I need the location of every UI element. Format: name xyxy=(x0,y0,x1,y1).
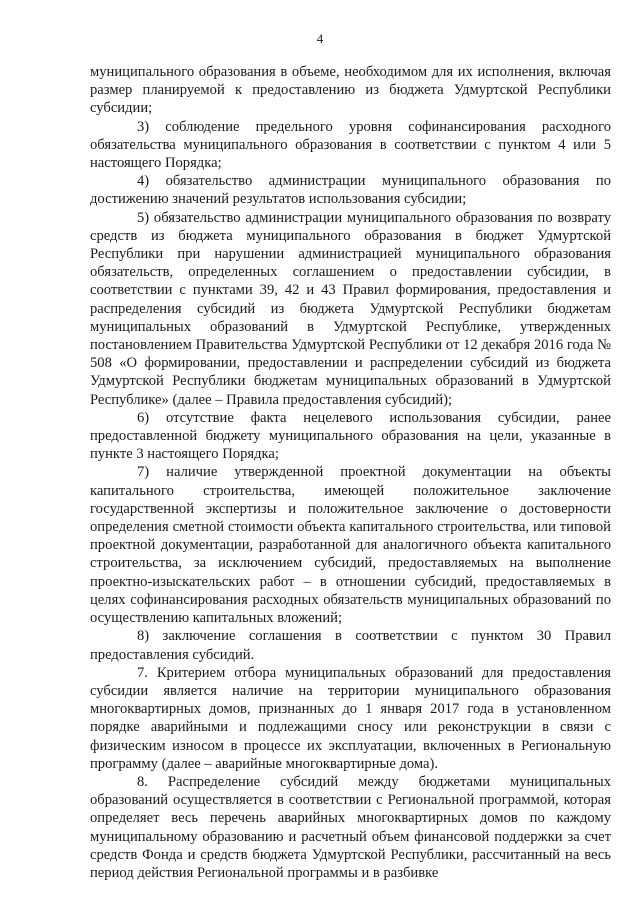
paragraph-item-4: 4) обязательство администрации муниципального образования по достижению значений результатов использования субсидии; xyxy=(90,173,611,208)
paragraph-item-3: 3) соблюдение предельного уровня софинансирования расходного обязательства муниципального образования в соответствии с пунктом 4 или 5 настоящего Порядка; xyxy=(90,118,611,172)
paragraph-item-8: 8) заключение соглашения в соответствии с пунктом 30 Правил предоставления субсидий. xyxy=(90,628,611,663)
paragraph-clause-7: 7. Критерием отбора муниципальных образований для предоставления субсидии является наличие на территории муниципального образования многоквартирных домов, признанных до 1 января 2017 года в установленном порядке аварийными и подлежащими сносу или реконструкции в связи с физическим износом в процессе их эксплуатации, включенных в Региональную программу (далее – аварийные многоквартирные дома). xyxy=(90,664,611,772)
paragraph-item-7: 7) наличие утвержденной проектной документации на объекты капитального строительства, имеющей положительное заключение государственной экспертизы и положительное заключение о достоверности определения сметной стоимости объекта капитального строительства, или типовой проектной документации, разработанной для аналогичного объекта капитального строительства, за исключением субсидий, предоставляемых на выполнение проектно-изыскательских работ – в отношении субсидий, предоставляемых в целях софинансирования расходных обязательств муниципальных образований по осуществлению капитальных вложений; xyxy=(90,464,611,627)
paragraph-item-5: 5) обязательство администрации муниципального образования по возврату средств из бюджета муниципального образования в бюджет Удмуртской Республики при нарушении администрацией муниципального образования обязательств, определенных соглашением о предоставлении субсидии, в соответствии с пунктами 39, 42 и 43 Правил формирования, предоставления и распределения субсидий из бюджета Удмуртской Республики бюджетам муниципальных образований в Удмуртской Республике, утвержденных постановлением Правительства Удмуртской Республики от 12 декабря 2016 года № 508 «О формировании, предоставлении и распределении субсидий из бюджета Удмуртской Республики бюджетам муниципальных образований в Удмуртской Республике» (далее – Правила предоставления субсидий); xyxy=(90,209,611,408)
page-number: 4 xyxy=(316,31,324,46)
paragraph-clause-8: 8. Распределение субсидий между бюджетами муниципальных образований осуществляется в соответствии с Региональной программой, которая определяет весь перечень аварийных многоквартирных домов по каждому муниципальному образованию и расчетный объем финансовой поддержки за счет средств Фонда и средств бюджета Удмуртской Республики, рассчитанный на весь период действия Региональной программы и в разбивке xyxy=(90,773,611,881)
paragraph-item-6: 6) отсутствие факта нецелевого использования субсидии, ранее предоставленной бюджету муниципального образования на цели, указанные в пункте 3 настоящего Порядка; xyxy=(90,409,611,463)
document-body xyxy=(90,63,611,882)
paragraph-continuation: муниципального образования в объеме, необходимом для их исполнения, включая размер планируемой к предоставлению из бюджета Удмуртской Республики субсидии; xyxy=(90,64,611,117)
